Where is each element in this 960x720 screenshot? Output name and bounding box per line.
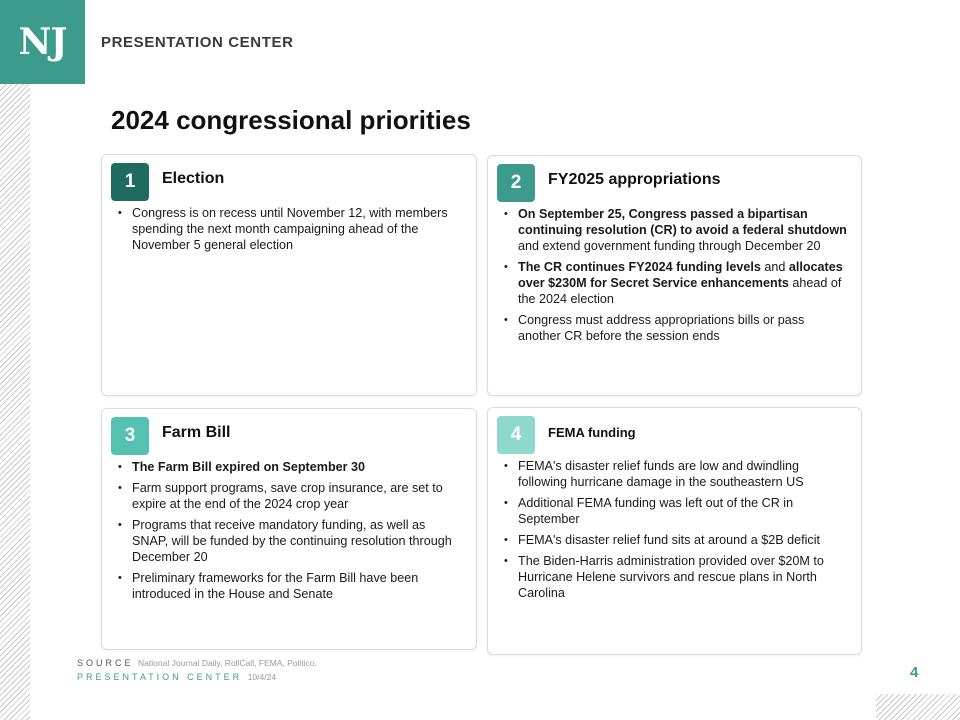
- footer-source: [77, 658, 317, 668]
- header-title: PRESENTATION CENTER: [101, 34, 294, 51]
- bullet-text: Additional FEMA funding was left out of the CR in September: [518, 496, 794, 526]
- bullet-text: The Farm Bill expired on September 30: [132, 460, 366, 474]
- presentation-center-label: PRESENTATION CENTER: [77, 672, 243, 682]
- bullet-text: allocates over $230M for Secret Service enhancements: [518, 260, 843, 290]
- decorative-hatch-left: [0, 84, 30, 720]
- bullet-item: [502, 312, 847, 344]
- card-number-badge: 3: [111, 417, 149, 455]
- bullet-item: [502, 259, 847, 307]
- bullet-item: [502, 458, 847, 490]
- bullet-item: [502, 553, 847, 601]
- card-title: Election: [162, 170, 225, 187]
- priority-card-appropriations: [487, 155, 862, 396]
- bullet-text: Congress is on recess until November 12, with members spending the next month campaigning ahead of the November 5 general election: [132, 206, 448, 252]
- bullet-item: [502, 495, 847, 527]
- bullet-text: The CR continues FY2024 funding levels: [518, 260, 761, 274]
- bullet-item: [116, 459, 462, 475]
- bullet-list: [502, 206, 847, 349]
- bullet-item: [116, 480, 462, 512]
- bullet-item: [116, 517, 462, 565]
- bullet-list: [116, 459, 462, 607]
- bullet-text: Congress must address appropriations bills or pass another CR before the session ends: [518, 313, 805, 343]
- bullet-item: [116, 205, 462, 253]
- card-number-badge: 1: [111, 163, 149, 201]
- bullet-item: [502, 532, 847, 548]
- bullet-text: Programs that receive mandatory funding, as well as SNAP, will be funded by the continuing resolution through December 20: [132, 518, 452, 564]
- decorative-hatch-right: [876, 694, 960, 720]
- footer-date: 10/4/24: [247, 672, 277, 682]
- bullet-text: and extend government funding through December 20: [518, 239, 821, 253]
- bullet-text: Preliminary frameworks for the Farm Bill have been introduced in the House and Senate: [132, 571, 419, 601]
- card-title: FEMA funding: [548, 425, 636, 440]
- page-title: 2024 congressional priorities: [111, 105, 471, 135]
- footer-presentation-center: [77, 672, 276, 682]
- bullet-item: [116, 570, 462, 602]
- bullet-text: Farm support programs, save crop insurance, are set to expire at the end of the 2024 crop year: [132, 481, 443, 511]
- bullet-text: ahead of the 2024 election: [518, 276, 842, 306]
- source-label: SOURCE: [77, 658, 134, 668]
- priority-card-farm-bill: [101, 408, 477, 650]
- source-text: National Journal Daily, RollCall, FEMA, Politico.: [138, 658, 317, 668]
- bullet-text: FEMA's disaster relief funds are low and dwindling following hurricane damage in the southeastern US: [518, 459, 804, 489]
- bullet-text: On September 25, Congress passed a bipartisan continuing resolution (CR) to avoid a federal shutdown: [518, 207, 847, 237]
- logo-text: NJ: [18, 21, 67, 63]
- priority-card-election: [101, 154, 477, 396]
- nj-logo: [0, 0, 85, 84]
- bullet-item: [502, 206, 847, 254]
- page-number: 4: [910, 664, 919, 681]
- priority-card-fema: [487, 407, 862, 655]
- bullet-text: The Biden-Harris administration provided over $20M to Hurricane Helene survivors and rescue plans in North Carolina: [518, 554, 824, 600]
- card-title: Farm Bill: [162, 424, 231, 441]
- bullet-text: FEMA's disaster relief fund sits at around a $2B deficit: [518, 533, 820, 547]
- card-number-badge: 2: [497, 164, 535, 202]
- bullet-list: [116, 205, 462, 258]
- card-number-badge: 4: [497, 416, 535, 454]
- bullet-list: [502, 458, 847, 606]
- bullet-text: and: [760, 260, 789, 274]
- card-title: FY2025 appropriations: [548, 171, 721, 188]
